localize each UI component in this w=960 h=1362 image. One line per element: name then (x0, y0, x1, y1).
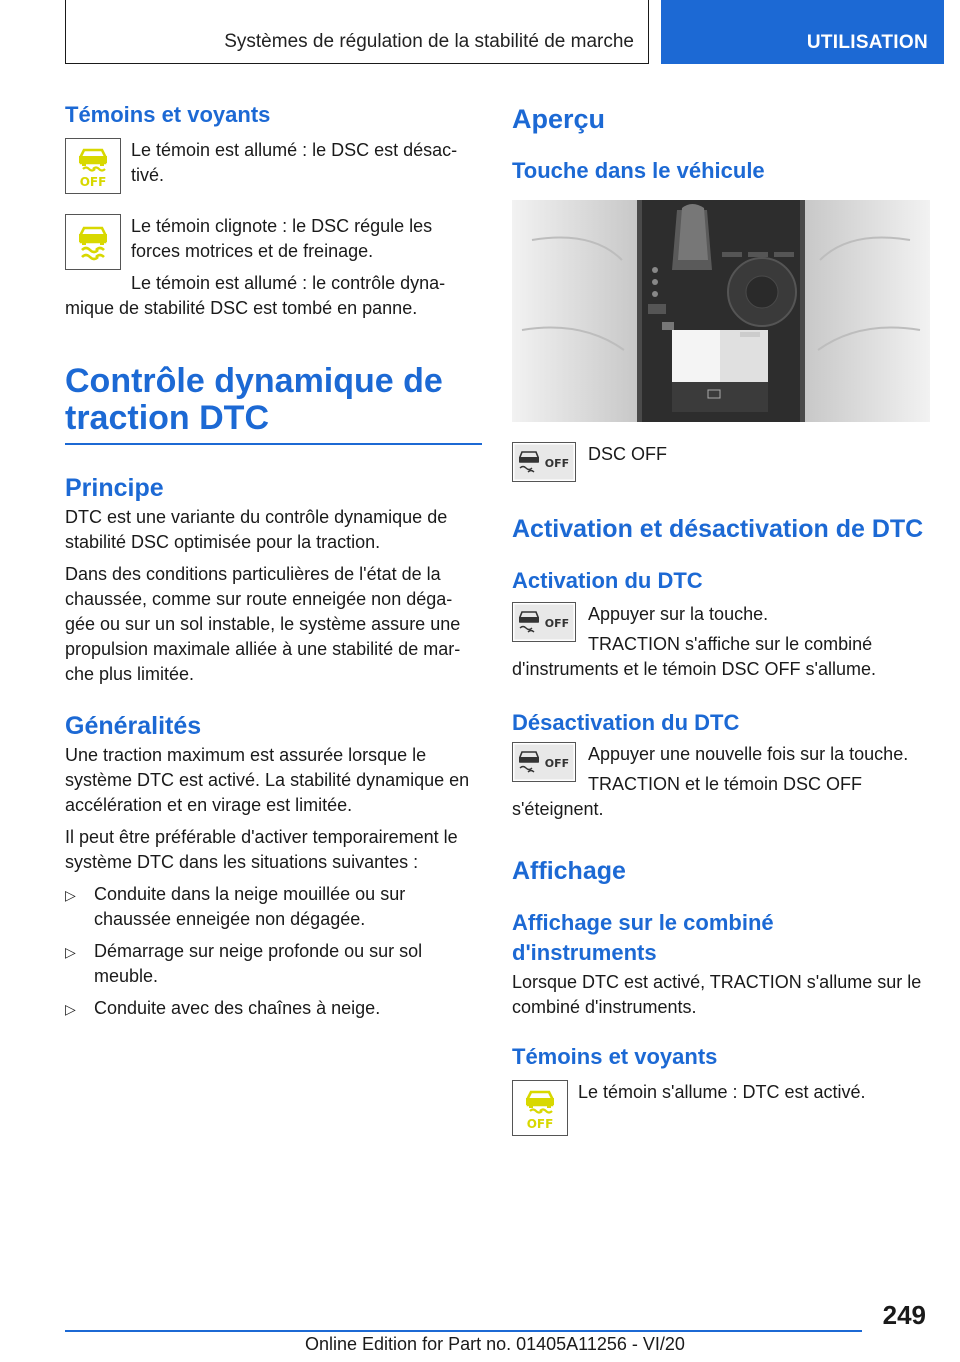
footer-edition: Online Edition for Part no. 01405A11256 - VI/20 (305, 1334, 685, 1354)
svg-text:OFF: OFF (544, 457, 570, 470)
temoin2-text: Le témoin clignote : le DSC régule les forces motrices et de freinage. (131, 216, 433, 261)
activation-p1: Appuyer sur la touche. (588, 604, 769, 624)
temoin-dsc-off-row (65, 138, 482, 194)
svg-text:OFF: OFF (79, 175, 107, 189)
desactivation-heading: Désactivation du DTC (512, 710, 740, 735)
right-column (512, 100, 930, 1136)
list-item-text: Démarrage sur neige profonde ou sur sol meuble. (94, 941, 423, 986)
dsc-off-button-icon (512, 742, 576, 782)
list-item-text: Conduite avec des chaînes à neige. (94, 998, 381, 1018)
principe-p1: DTC est une variante du contrôle dynamique de stabilité DSC optimisée pour la traction. (65, 507, 448, 552)
temoin-dsc-regule-row (65, 214, 482, 271)
temoins-heading: Témoins et voyants (65, 102, 271, 127)
page-number: 249 (882, 1300, 926, 1330)
left-column (65, 100, 482, 1029)
dsc-off-label: DSC OFF (588, 444, 667, 464)
header-section-title (65, 0, 649, 64)
triangle-bullet-icon: ▷ (65, 1001, 76, 1017)
activation-p2: TRACTION s'affiche sur le combiné d'instruments et le témoin DSC OFF s'allume. (512, 634, 876, 679)
situations-list (65, 882, 482, 1022)
generalites-p2: Il peut être préférable d'activer temporairement le système DTC dans les situations suivantes : (65, 827, 458, 872)
generalites-heading: Généralités (65, 712, 202, 740)
desactivation-p2: TRACTION et le témoin DSC OFF s'éteignent. (512, 774, 863, 819)
temoin-dtc-text: Le témoin s'allume : DTC est activé. (578, 1082, 866, 1102)
temoin-dtc-row (512, 1080, 930, 1136)
header-chapter-tab (661, 0, 944, 64)
affichage-heading: Affichage (512, 857, 626, 885)
list-item-text: Conduite dans la neige mouillée ou sur chaussée enneigée non dégagée. (94, 884, 406, 929)
activation-du-heading: Activation du DTC (512, 568, 703, 593)
generalites-p1: Une traction maximum est assurée lorsque le système DTC est activé. La stabilité dynamique en accélération et en virage est limitée. (65, 745, 470, 815)
temoin3-span: Le témoin est allumé : le contrôle dyna-mique de stabilité DSC est tombé en panne. (65, 273, 446, 318)
list-item (65, 882, 482, 932)
desactivation-p1: Appuyer une nouvelle fois sur la touche. (588, 744, 909, 764)
touche-heading: Touche dans le véhicule (512, 158, 765, 183)
dsc-off-yellow-icon (65, 138, 121, 194)
center-console-photo (512, 200, 930, 422)
triangle-bullet-icon: ▷ (65, 944, 76, 960)
temoins-heading-right: Témoins et voyants (512, 1044, 718, 1069)
list-item (65, 996, 482, 1022)
list-item (65, 939, 482, 989)
footer-divider (65, 1330, 862, 1332)
dsc-off-button-icon (512, 602, 576, 642)
dsc-off-yellow-icon (512, 1080, 568, 1136)
section-title-text: Systèmes de régulation de la stabilité de marche (224, 31, 634, 52)
dsc-off-button-row (512, 442, 930, 482)
svg-text:OFF: OFF (544, 617, 570, 630)
temoin1-text: Le témoin est allumé : le DSC est désac-tivé. (131, 140, 458, 185)
affichage-combine-heading: Affichage sur le combiné d'instruments (512, 910, 774, 965)
dsc-off-button-icon (512, 442, 576, 482)
principe-p2: Dans des conditions particulières de l'état de la chaussée, comme sur route enneigée non déga-gée ou sur un sol instable, le système assure une propulsion maximale alliée à une stabilité de mar-che plus limitée. (65, 564, 461, 684)
dtc-title: Contrôle dynamique de traction DTC (65, 363, 482, 445)
activation-heading: Activation et désactivation de DTC (512, 515, 924, 543)
svg-text:OFF: OFF (526, 1117, 554, 1131)
apercu-heading: Aperçu (512, 104, 606, 134)
principe-heading: Principe (65, 474, 164, 502)
chapter-title-text: UTILISATION (806, 32, 928, 53)
svg-text:OFF: OFF (544, 757, 570, 770)
triangle-bullet-icon: ▷ (65, 887, 76, 903)
temoin3-text (65, 271, 482, 321)
dsc-skid-yellow-icon (65, 214, 121, 270)
affichage-p1: Lorsque DTC est activé, TRACTION s'allume sur le combiné d'instruments. (512, 972, 922, 1017)
